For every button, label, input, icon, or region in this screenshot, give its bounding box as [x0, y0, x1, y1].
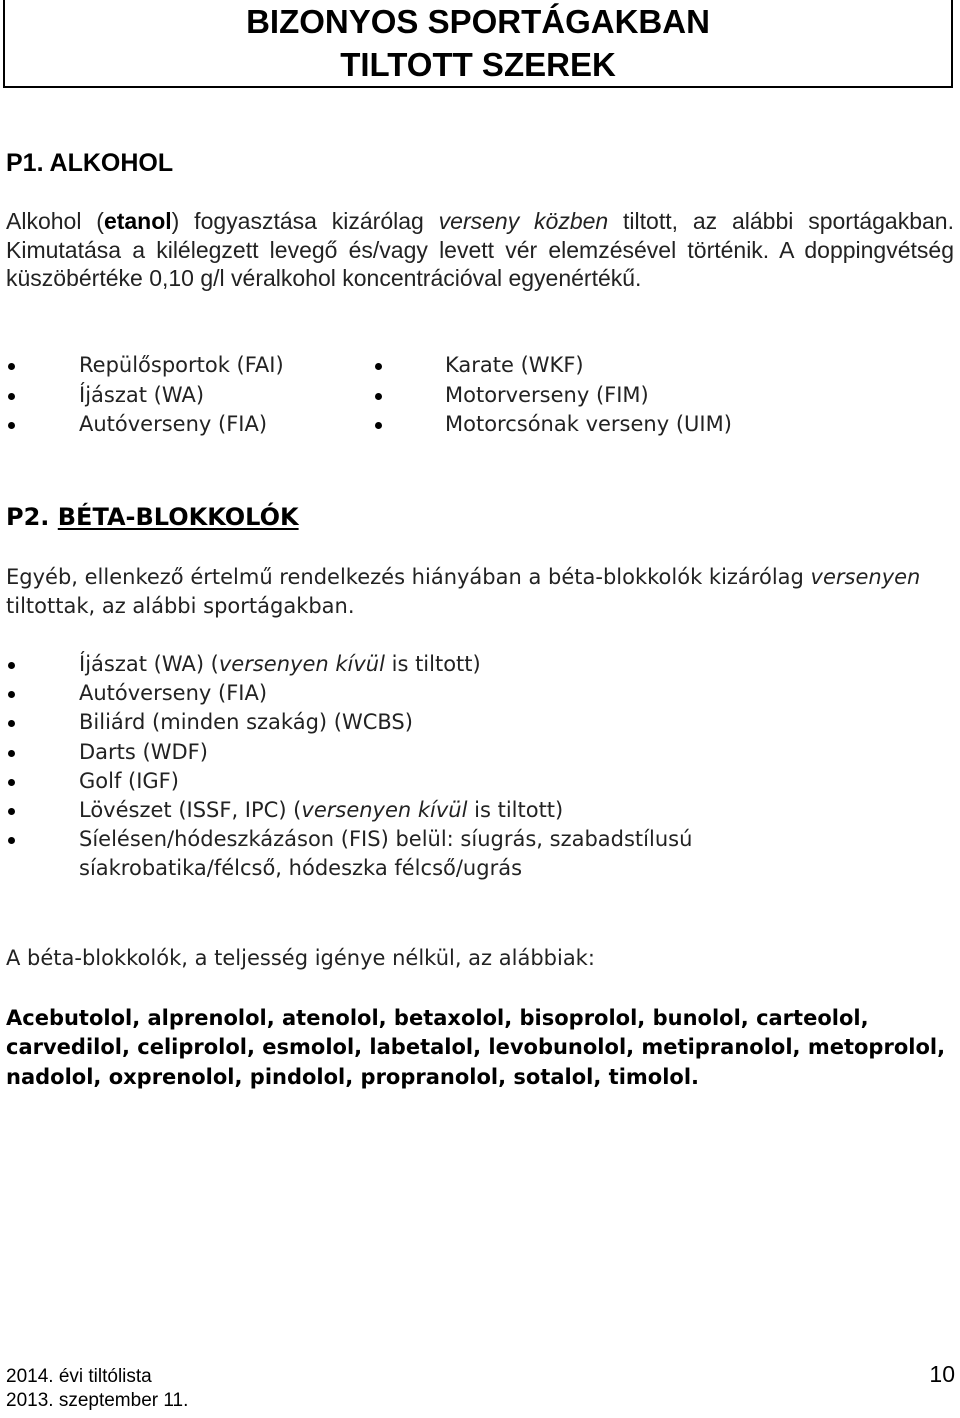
list-item-text: Motorcsónak verseny (UIM) — [445, 412, 732, 436]
text-run: ) fogyasztása kizárólag — [171, 208, 439, 234]
page-number: 10 — [929, 1361, 955, 1387]
list-item-text: Autóverseny (FIA) — [79, 681, 268, 706]
bullet-icon — [375, 422, 382, 429]
beta-blockers-sports-list — [0, 650, 960, 884]
list-item-text: Íjászat (WA) — [79, 382, 205, 407]
list-item — [370, 410, 732, 440]
section-heading-alcohol: P1. ALKOHOL — [6, 149, 174, 177]
list-item-text: Autóverseny (FIA) — [79, 412, 268, 436]
sports-column-left — [0, 351, 284, 440]
text-run-italic: versenyen — [810, 565, 921, 589]
bullet-icon — [8, 422, 15, 429]
list-item-text — [0, 796, 779, 825]
text-run-italic: versenyen kívül — [218, 652, 385, 676]
bullet-icon — [375, 363, 382, 370]
list-item — [0, 679, 960, 708]
list-item — [0, 738, 960, 767]
title-line-1: BIZONYOS SPORTÁGAKBAN — [246, 3, 710, 40]
list-item — [0, 825, 960, 883]
substance-list-intro: A béta-blokkolók, a teljesség igénye nélkül, az alábbiak: — [6, 946, 595, 970]
text-run: tiltottak, az alábbi sportágakban. — [6, 594, 355, 618]
list-item — [0, 410, 284, 440]
text-run: Egyéb, ellenkező értelmű rendelkezés hiányában a béta-blokkolók kizárólag — [6, 565, 811, 589]
bullet-icon — [8, 393, 15, 400]
sports-column-right — [370, 351, 732, 440]
heading-prefix: P2. — [6, 503, 58, 531]
alcohol-paragraph — [6, 207, 954, 293]
list-item-text: Karate (WKF) — [445, 353, 584, 377]
beta-blockers-paragraph — [6, 563, 954, 621]
section-heading-beta-blockers — [6, 500, 299, 534]
footer-date: 2013. szeptember 11. — [6, 1390, 189, 1411]
text-run-italic: verseny közben — [438, 208, 609, 234]
bullet-icon — [8, 662, 15, 669]
bullet-icon — [8, 363, 15, 370]
list-item — [0, 767, 960, 796]
bullet-icon — [8, 750, 15, 757]
text-run: is tiltott) — [467, 798, 564, 823]
bullet-icon — [8, 779, 15, 786]
footer-info — [6, 1365, 188, 1413]
list-item-text: Síelésen/hódeszkázáson (FIS) belül: síugrás, szabadstílusú síakrobatika/félcső, hódeszka félcső/ugrás — [79, 827, 693, 881]
list-item — [0, 351, 284, 381]
text-run: Íjászat (WA) ( — [79, 652, 219, 676]
title-line-2: TILTOTT SZEREK — [340, 46, 616, 83]
list-item — [370, 351, 732, 381]
text-run: Lövészet (ISSF, IPC) ( — [79, 798, 302, 823]
text-run: is tiltott) — [384, 652, 481, 676]
list-item-text: Motorverseny (FIM) — [445, 382, 649, 407]
bullet-icon — [375, 393, 382, 400]
bullet-icon — [8, 808, 15, 815]
footer-list-title: 2014. évi tiltólista — [6, 1366, 152, 1387]
text-run-italic: versenyen kívül — [301, 798, 468, 823]
text-run: tiltott, az alábbi sportágakban. Kimutatása a kilélegzett levegő és/vagy levett vér elemzésével történik. A doppingvétség küszöbértéke 0,10 g/l véralkohol koncentrációval egyenértékű. — [6, 208, 954, 291]
list-item-text — [0, 650, 779, 679]
list-item — [0, 381, 284, 411]
text-run-bold: etanol — [103, 208, 172, 234]
substance-list: Acebutolol, alprenolol, atenolol, betaxolol, bisoprolol, bunolol, carteolol, carvedilol, celiprolol, esmolol, labetalol, levobunolol, metipranolol, metoprolol, nadolol, oxprenolol, pindolol, propranolol, sotalol, timolol. — [6, 1006, 946, 1089]
heading-main: BÉTA-BLOKKOLÓK — [57, 503, 299, 531]
list-item — [0, 796, 960, 825]
list-item — [0, 650, 960, 679]
list-item-text: Golf (IGF) — [79, 768, 179, 793]
document-title — [3, 0, 953, 88]
list-item-text: Repülősportok (FAI) — [79, 353, 284, 377]
list-item — [370, 381, 732, 411]
list-item-text: Biliárd (minden szakág) (WCBS) — [79, 710, 413, 735]
list-item-text: Darts (WDF) — [79, 739, 208, 764]
list-item — [0, 708, 960, 737]
text-run: Alkohol ( — [6, 208, 104, 234]
